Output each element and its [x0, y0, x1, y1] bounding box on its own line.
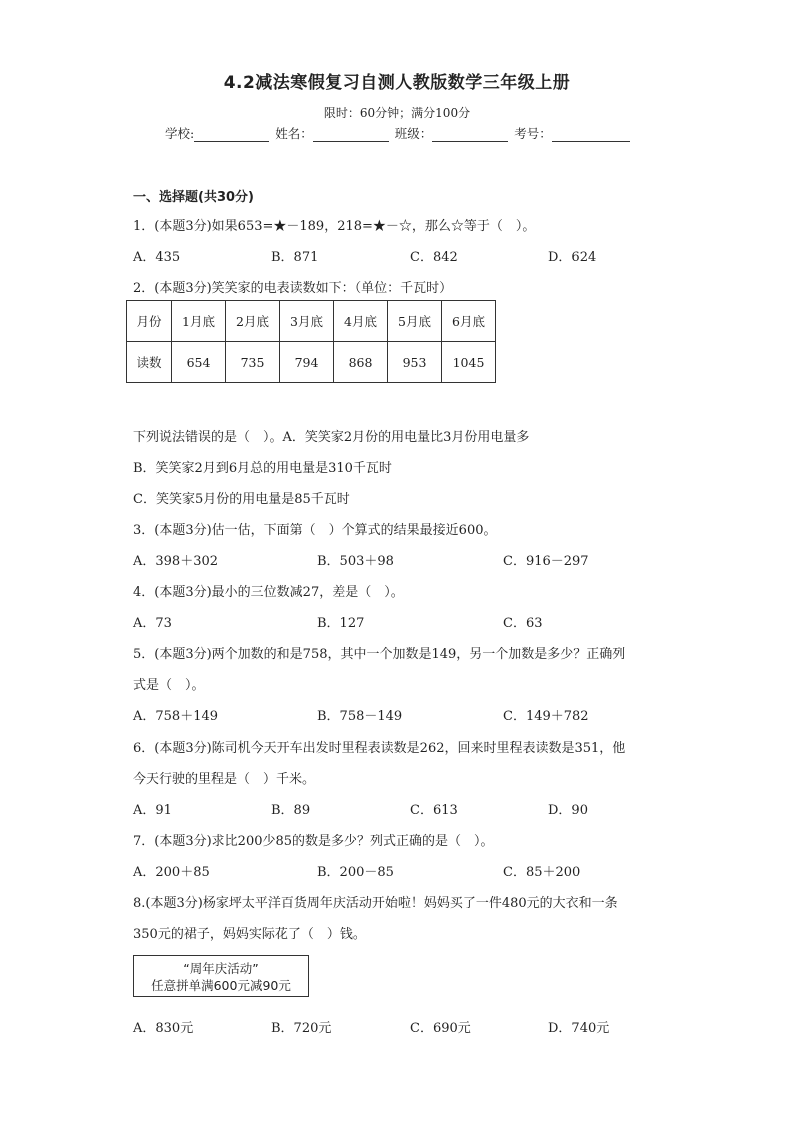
question-8-cont: 350元的裙子，妈妈实际花了（ ）钱。 — [133, 927, 366, 942]
q7-option-a[interactable]: A．200＋85 — [133, 865, 210, 880]
q5-option-c[interactable]: C．149＋782 — [503, 709, 589, 724]
q3-option-b[interactable]: B．503＋98 — [317, 554, 394, 569]
table-cell: 953 — [388, 342, 442, 383]
promo-title: “周年庆活动” — [183, 961, 259, 976]
table-cell: 读数 — [127, 342, 172, 383]
q6-option-c[interactable]: C．613 — [410, 803, 458, 818]
q2-option-b[interactable]: B．笑笑家2月到6月总的用电量是310千瓦时 — [133, 461, 392, 476]
school-label: 学校: — [165, 126, 195, 141]
section-heading: 一、选择题(共30分) — [133, 190, 254, 205]
question-7: 7．(本题3分)求比200少85的数是多少？列式正确的是（ ）。 — [133, 834, 494, 849]
q4-option-b[interactable]: B．127 — [317, 616, 365, 631]
q5-option-b[interactable]: B．758－149 — [317, 709, 403, 724]
table-cell: 794 — [280, 342, 334, 383]
question-5: 5．(本题3分)两个加数的和是758，其中一个加数是149，另一个加数是多少？正确列 — [133, 647, 626, 662]
q2-option-c[interactable]: C．笑笑家5月份的用电量是85千瓦时 — [133, 492, 350, 507]
name-blank[interactable] — [313, 127, 389, 142]
table-cell: 5月底 — [388, 301, 442, 342]
table-cell: 654 — [172, 342, 226, 383]
school-blank[interactable] — [194, 127, 269, 142]
q2-statement-a: 下列说法错误的是（ ）。A．笑笑家2月份的用电量比3月份用电量多 — [133, 430, 530, 445]
q4-option-a[interactable]: A．73 — [133, 616, 172, 631]
student-info-row — [165, 124, 632, 142]
exam-number-blank[interactable] — [552, 127, 630, 142]
class-blank[interactable] — [432, 127, 508, 142]
table-cell: 2月底 — [226, 301, 280, 342]
question-2: 2．(本题3分)笑笑家的电表读数如下：（单位：千瓦时） — [133, 281, 453, 296]
question-6-cont: 今天行驶的里程是（ ）千米。 — [133, 772, 316, 787]
q3-option-a[interactable]: A．398＋302 — [133, 554, 219, 569]
table-cell: 3月底 — [280, 301, 334, 342]
name-label: 姓名： — [275, 126, 313, 141]
q8-option-a[interactable]: A．830元 — [133, 1021, 194, 1036]
q4-option-c[interactable]: C．63 — [503, 616, 543, 631]
q6-option-a[interactable]: A．91 — [133, 803, 172, 818]
promo-detail: 任意拼单满600元减90元 — [151, 978, 291, 993]
q3-option-c[interactable]: C．916－297 — [503, 554, 589, 569]
table-cell: 6月底 — [442, 301, 496, 342]
table-cell: 1月底 — [172, 301, 226, 342]
q6-option-d[interactable]: D．90 — [548, 803, 588, 818]
question-8: 8.(本题3分)杨家坪太平洋百货周年庆活动开始啦！妈妈买了一件480元的大衣和一条 — [133, 896, 618, 911]
q7-option-c[interactable]: C．85＋200 — [503, 865, 581, 880]
q8-option-d[interactable]: D．740元 — [548, 1021, 610, 1036]
question-3: 3．(本题3分)估一估，下面第（ ）个算式的结果最接近600。 — [133, 523, 497, 538]
q1-option-a[interactable]: A．435 — [133, 250, 181, 265]
question-6: 6．(本题3分)陈司机今天开车出发时里程表读数是262，回来时里程表读数是351，他 — [133, 741, 626, 756]
class-label: 班级： — [394, 126, 433, 141]
table-row — [127, 342, 496, 383]
table-cell: 868 — [334, 342, 388, 383]
question-4: 4．(本题3分)最小的三位数减27，差是（ ）。 — [133, 585, 404, 600]
q8-option-c[interactable]: C．690元 — [410, 1021, 471, 1036]
exam-number-label: 考号： — [514, 126, 552, 141]
time-and-score: 限时：60分钟；满分100分 — [323, 106, 471, 120]
meter-reading-table — [126, 300, 496, 383]
table-row — [127, 301, 496, 342]
table-cell: 735 — [226, 342, 280, 383]
table-cell: 4月底 — [334, 301, 388, 342]
page-title: 4.2减法寒假复习自测人教版数学三年级上册 — [223, 73, 571, 93]
table-cell: 月份 — [127, 301, 172, 342]
q5-option-a[interactable]: A．758＋149 — [133, 709, 219, 724]
q1-option-b[interactable]: B．871 — [271, 250, 319, 265]
q1-option-c[interactable]: C．842 — [410, 250, 458, 265]
question-1: 1．(本题3分)如果653=★－189，218=★－☆，那么☆等于（ ）。 — [133, 219, 536, 234]
q1-option-d[interactable]: D．624 — [548, 250, 597, 265]
q8-option-b[interactable]: B．720元 — [271, 1021, 332, 1036]
table-cell: 1045 — [442, 342, 496, 383]
q6-option-b[interactable]: B．89 — [271, 803, 311, 818]
q7-option-b[interactable]: B．200－85 — [317, 865, 394, 880]
question-5-cont: 式是（ ）。 — [133, 678, 205, 693]
promo-box — [133, 955, 309, 997]
